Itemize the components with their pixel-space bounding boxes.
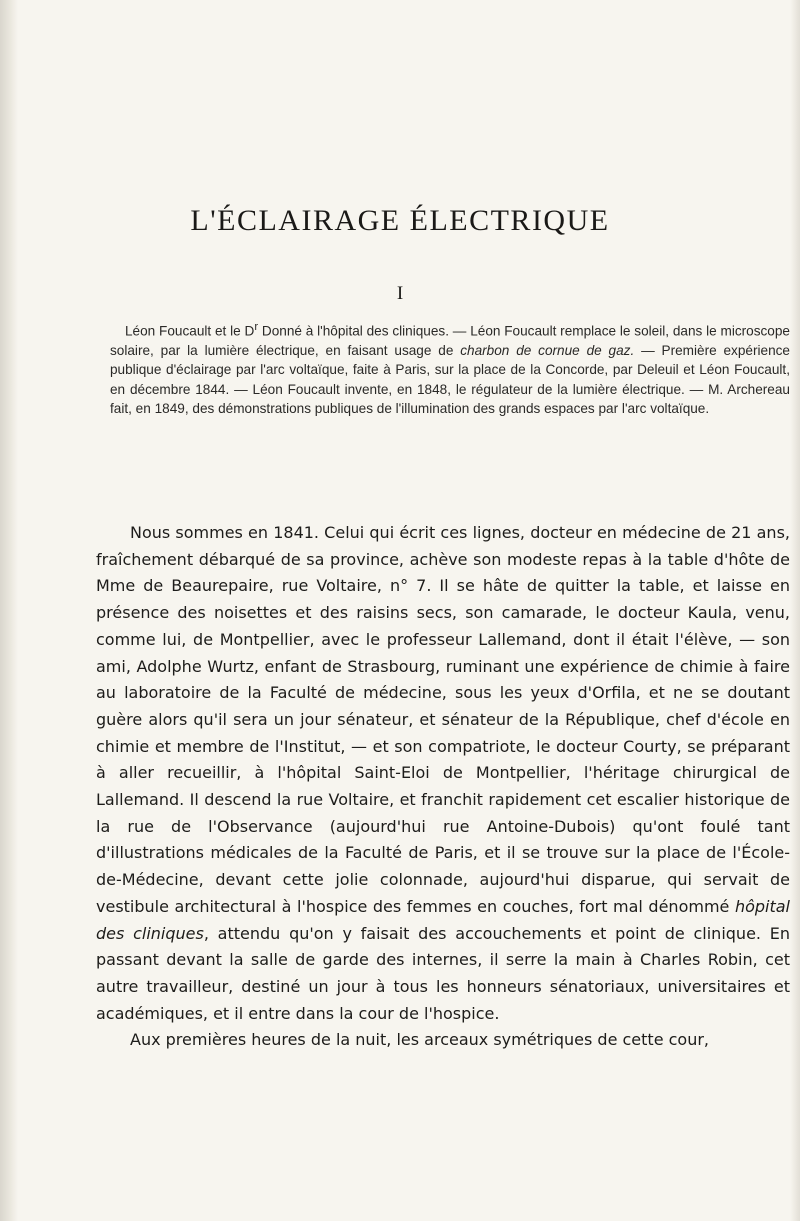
summary-superscript: r — [254, 321, 259, 333]
chapter-title: L'ÉCLAIRAGE ÉLECTRIQUE — [190, 204, 610, 237]
paragraph — [96, 520, 790, 1027]
summary-text: — Première expérience publique d'éclairage par l'arc voltaïque, faite à Paris, sur la place de la Concorde, par Deleuil et Léon Foucault, en décembre 1844. — Léon Foucault invente, en 1848, le régulateur de la lumière électrique. — M. Archereau fait, en 1849, des démonstrations publiques de l'illumination des grands espaces par l'arc voltaïque. — [110, 342, 790, 417]
chapter-number: I — [396, 283, 404, 304]
paragraph-italic: hôpital des cliniques — [96, 896, 790, 943]
page-edge — [790, 0, 800, 1221]
summary-text: Donné à l'hôpital des cliniques. — Léon Foucault remplace le soleil, dans le microscope solaire, par la lumière électrique, en faisant usage de — [110, 323, 790, 358]
summary-italic: charbon de cornue de gaz. — [460, 342, 635, 358]
summary-text: Léon Foucault et le D — [125, 323, 255, 339]
paragraph: Aux premières heures de la nuit, les arceaux symétriques de cette cour, — [130, 1030, 710, 1050]
binding-edge — [0, 0, 18, 1221]
body-text — [96, 520, 790, 1054]
paragraph-text: , attendu qu'on y faisait des accouchements et point de clinique. En passant devant la salle de garde des internes, il serre la main à Charles Robin, cet autre travailleur, destiné un jour à tous les honneurs sénatoriaux, universitaires et académiques, et il entre dans la cour de l'hospice. — [96, 923, 791, 1023]
chapter-summary — [110, 318, 790, 419]
paragraph-text: Nous sommes en 1841. Celui qui écrit ces lignes, docteur en médecine de 21 ans, fraîchement débarqué de sa province, achève son modeste repas à la table d'hôte de Mme de Beaurepaire, rue Voltaire, n° 7. Il se hâte de quitter la table, et laisse en présence des noisettes et des raisins secs, son camarade, le docteur Kaula, venu, comme lui, de Montpellier, avec le professeur Lallemand, dont il était l'élève, — son ami, Adolphe Wurtz, enfant de Strasbourg, ruminant une expérience de chimie à faire au laboratoire de la Faculté de médecine, sous les yeux d'Orfila, et ne se doutant guère alors qu'il sera un jour sénateur, et sénateur de la République, chef d'école en chimie et membre de l'Institut, — et son compatriote, le docteur Courty, se préparant à aller recueillir, à l'hôpital Saint-Eloi de Montpellier, l'héritage chirurgical de Lallemand. Il descend la rue Voltaire, et franchit rapidement cet escalier historique de la rue de l'Observance (aujourd'hui rue Antoine-Dubois) qu'ont foulé tant d'illustrations médicales de la Faculté de Paris, et il se trouve sur la place de l'École-de-Médecine, devant cette jolie colonnade, aujourd'hui disparue, qui servait de vestibule architectural à l'hospice des femmes en couches, fort mal dénommé — [96, 523, 790, 916]
